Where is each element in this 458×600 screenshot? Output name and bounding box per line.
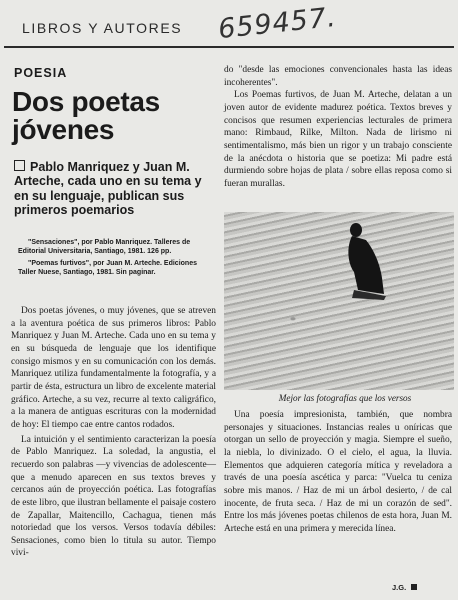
author-signature: J.G. — [392, 583, 417, 592]
book-references — [18, 238, 214, 279]
header-rule — [4, 46, 454, 48]
deck-square-icon — [14, 160, 25, 171]
handwritten-catalog-number: 659457. — [216, 1, 338, 46]
body-paragraph: Los Poemas furtivos, de Juan M. Arteche, delatan a un joven autor de evidente madurez poética. Textos breves y concisos que resumen experiencias lecturales de primera mano: Rimbaud, Rilke, Milton. Nada de lirismo ni sentimentalismo, más bien un rigor y un trabajo consciente de la anécdota o historia que se poetiza: Mi padre está durmiendo sobre hojas de plata / sobre ellas reposa como si fueran murallas. — [224, 90, 452, 189]
reference-item: "Poemas furtivos", por Juan M. Arteche. Ediciones Taller Nuese, Santiago, 1981. Sin paginar. — [18, 259, 197, 276]
body-paragraph: do "desde las emociones convencionales hasta las ideas incoherentes". — [224, 65, 452, 88]
seated-figure-silhouette — [344, 220, 388, 300]
right-column-text-bottom — [224, 409, 452, 536]
end-mark-icon — [411, 584, 417, 590]
reference-item: "Sensaciones", por Pablo Manriquez. Talleres de Editorial Universitaria, Santiago, 1981. 126 pp. — [18, 239, 191, 256]
article-kicker: POESIA — [14, 66, 68, 80]
photo-caption: Mejor las fotografías que los versos — [278, 393, 412, 403]
section-title: LIBROS Y AUTORES — [22, 20, 183, 36]
article-headline: Dos poetas jóvenes — [12, 86, 160, 145]
deck-text: Pablo Manriquez y Juan M. Arteche, cada uno en su tema y en su lenguaje, publican sus primeros poemarios — [14, 160, 202, 217]
body-paragraph: Una poesía impresionista, también, que nombra personajes y situaciones. Instancias reales u oníricas que otorgan un sello de proyección y magia. Siempre el sueño, la niebla, lo divinizado. O el cielo, el agua, la lluvia. Elementos que adquieren categoría mítica y reveladora a través de una poesía ascética y parca: "Vuelca tu ceniza sobre mis manos. / Haz de mi un árbol desierto, / de cal inocente, de fruta seca. / Haz de mi un corazón de sed". Entre los más jóvenes poetas chilenos de esta hora, Juan M. Arteche está en una primera y merecida línea. — [224, 410, 452, 534]
article-deck — [14, 160, 214, 217]
left-column-text — [11, 305, 216, 560]
body-paragraph: La intuición y el sentimiento caracterizan la poesía de Pablo Manriquez. La soledad, la angustia, el recuerdo son palabras —y vivencias de adolescente— que a menudo aparecen en sus textos breves y cercanos aún de proyección poética. Las fotografías de este libro, que ilustran bellamente el paisaje costero de Zapallar, Maitencillo, Cachagua, tienen más notoriedad que los versos. Versos todavía débiles: Sensaciones, como bien lo titula su autor. Tiempo vivi- — [11, 434, 216, 559]
right-column-text-top — [224, 64, 452, 191]
beach-photo — [224, 212, 454, 390]
body-paragraph: Dos poetas jóvenes, o muy jóvenes, que se atreven a la aventura poética de sus primeros libros: Pablo Manriquez y Juan M. Arteche. Cada uno en su tema y en su búsqueda de lenguaje que los identifique consigo mismos y en su comunicación con los demás. Manriquez utiliza fundamentalmente la fotografía, y a partir de ésta, estructura un libro de excelente material gráfico. Arteche, a su vez, recurre al texto caligráfico, a la manera de antiguas escrituras con la modernidad de hoy: El tiempo cae entre cantos rodados. — [11, 306, 216, 430]
